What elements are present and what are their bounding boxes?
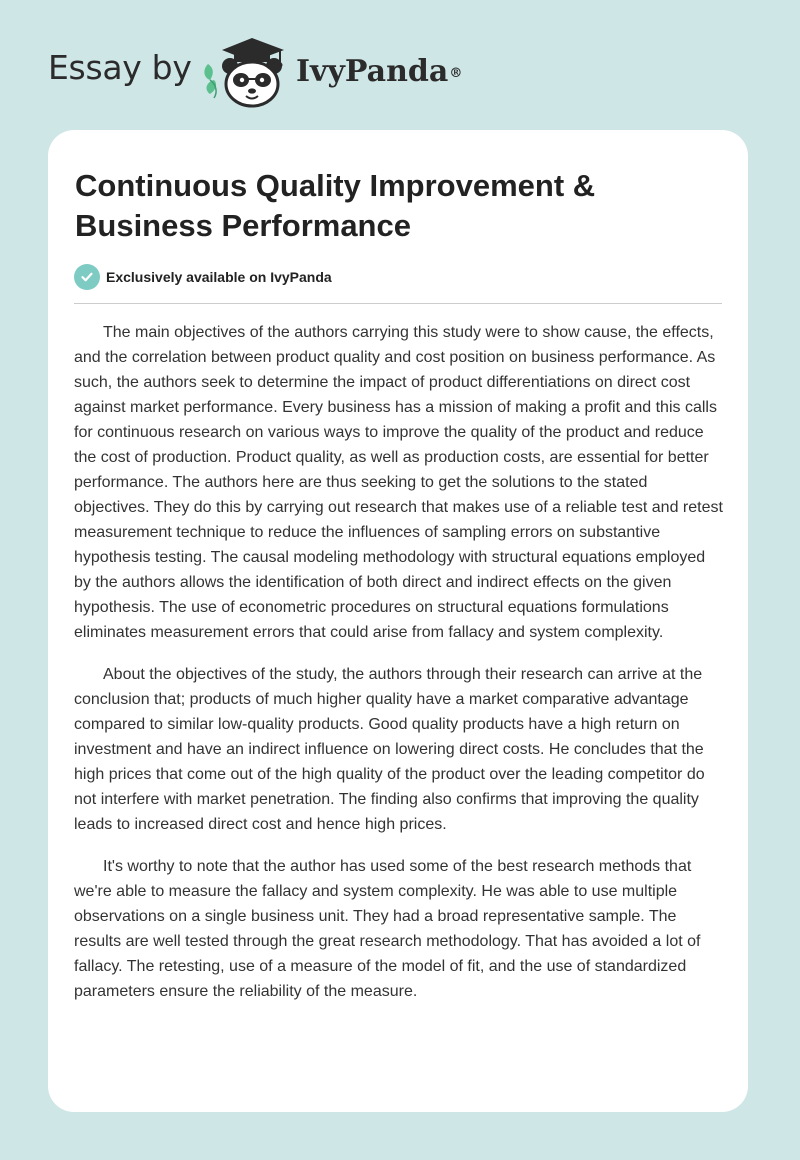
site-header <box>0 0 800 130</box>
exclusive-label: Exclusively available on IvyPanda <box>106 269 332 285</box>
registered-mark: ® <box>449 66 463 81</box>
ivy-leaf-icon <box>204 64 216 98</box>
paragraph-3: It's worthy to note that the author has used some of the best research methods that we're able to measure the fallacy and system complexity. He was able to use multiple observations on a single business unit. They had a broad representative sample. The results are well tested through the great research methodology. That has avoided a lot of fallacy. The retesting, use of a measure of the model of fit, and the use of standardized parameters ensure the reliability of the measure. <box>74 858 701 1000</box>
essay-card <box>48 130 748 1112</box>
ivypanda-logo-icon[interactable] <box>200 34 292 110</box>
check-badge <box>74 264 100 290</box>
divider <box>74 303 722 304</box>
brand-text: IvyPanda <box>296 54 449 89</box>
check-icon <box>80 270 94 284</box>
exclusive-badge <box>74 264 332 290</box>
essay-by-label: Essay by <box>48 48 192 87</box>
essay-body <box>74 320 724 1021</box>
brand-name[interactable] <box>296 52 462 92</box>
paragraph-1: The main objectives of the authors carrying this study were to show cause, the effects, and the correlation between product quality and cost position on business performance. As such, the authors seek to determine the impact of product differentiations on direct cost against market performance. Every business has a mission of making a profit and this calls for continuous research on various ways to improve the quality of the product and reduce the cost of production. Product quality, as well as production costs, are essential for better performance. The authors here are thus seeking to get the solutions to the stated objectives. They do this by carrying out research that makes use of a reliable test and retest measurement technique to reduce the influences of sampling errors on substantive hypothesis testing. The causal modeling methodology with structural equations employed by the authors allows the identification of both direct and indirect effects on the given hypothesis. The use of econometric procedures on structural equations formulations eliminates measurement errors that could arise from fallacy and system complexity. <box>74 324 723 641</box>
page-title: Continuous Quality Improvement & Business Performance <box>75 168 596 243</box>
paragraph-2: About the objectives of the study, the authors through their research can arrive at the conclusion that; products of much higher quality have a market comparative advantage compared to similar low-quality products. Good quality products have a high return on investment and have an indirect influence on lowering direct costs. He concludes that the high prices that come out of the high quality of the product over the leading competitor do not interfere with market penetration. The finding also confirms that improving the quality leads to increased direct cost and hence high prices. <box>74 666 705 833</box>
